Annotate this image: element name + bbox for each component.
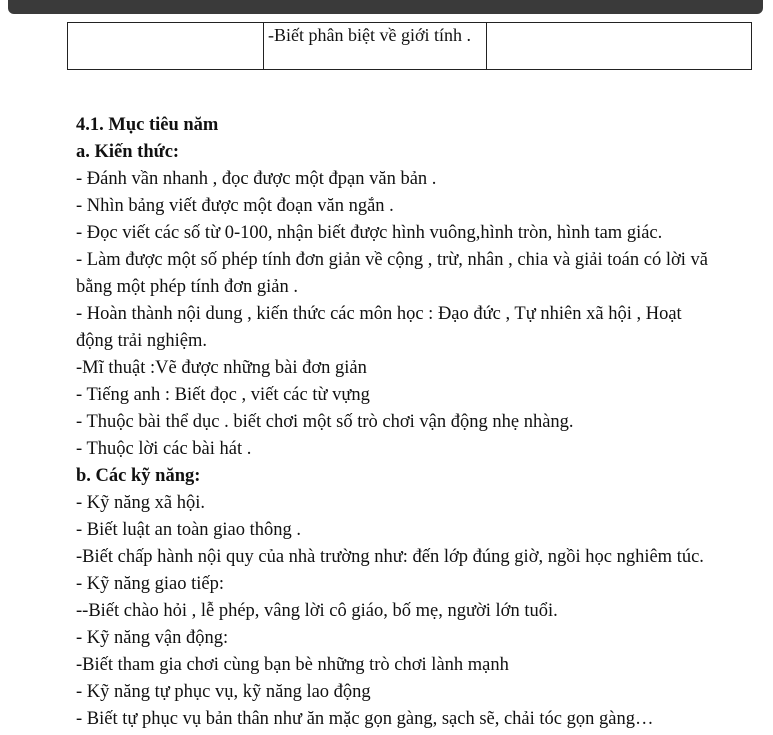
- continued-table: [67, 22, 752, 70]
- document-body: [76, 112, 766, 733]
- list-item: --Biết chào hỏi , lễ phép, vâng lời cô giáo, bố mẹ, người lớn tuổi.: [76, 601, 558, 621]
- list-item: -Biết chấp hành nội quy của nhà trường như: đến lớp đúng giờ, ngồi học nghiêm túc.: [76, 547, 704, 567]
- list-item: - Kỹ năng giao tiếp:: [76, 574, 224, 594]
- section-a-title: a. Kiến thức:: [76, 142, 180, 162]
- table-cell-2: -Biết phân biệt về giới tính .: [264, 23, 487, 70]
- list-item: - Hoàn thành nội dung , kiến thức các môn học : Đạo đức , Tự nhiên xã hội , Hoạt: [76, 304, 682, 324]
- list-item: - Nhìn bảng viết được một đoạn văn ngắn .: [76, 196, 394, 216]
- list-item: - Kỹ năng xã hội.: [76, 493, 205, 513]
- list-item: - Đọc viết các số từ 0-100, nhận biết được hình vuông,hình tròn, hình tam giác.: [76, 223, 663, 243]
- list-item: - Thuộc bài thể dục . biết chơi một số trò chơi vận động nhẹ nhàng.: [76, 412, 574, 432]
- list-item: - Thuộc lời các bài hát .: [76, 439, 252, 459]
- list-item: -Biết tham gia chơi cùng bạn bè những trò chơi lành mạnh: [76, 655, 509, 675]
- list-item: - Làm được một số phép tính đơn giản về cộng , trừ, nhân , chia và giải toán có lời vă: [76, 250, 708, 270]
- list-item: - Kỹ năng vận động:: [76, 628, 229, 648]
- list-item: - Đánh vần nhanh , đọc được một đpạn văn bản .: [76, 169, 437, 189]
- list-item-continuation: bằng một phép tính đơn giản .: [76, 277, 298, 297]
- table-cell-1: [68, 23, 264, 70]
- list-item: - Biết luật an toàn giao thông .: [76, 520, 302, 540]
- table-cell-3: [487, 23, 752, 70]
- list-item: - Kỹ năng tự phục vụ, kỹ năng lao động: [76, 682, 371, 702]
- list-item: -Mĩ thuật :Vẽ được những bài đơn giản: [76, 358, 367, 378]
- table-row: [68, 23, 752, 70]
- list-item: - Biết tự phục vụ bản thân như ăn mặc gọn gàng, sạch sẽ, chải tóc gọn gàng…: [76, 709, 654, 729]
- section-b-title: b. Các kỹ năng:: [76, 466, 201, 486]
- section-heading: 4.1. Mục tiêu năm: [76, 115, 219, 135]
- list-item: - Tiếng anh : Biết đọc , viết các từ vựng: [76, 385, 370, 405]
- list-item-continuation: động trải nghiệm.: [76, 331, 208, 351]
